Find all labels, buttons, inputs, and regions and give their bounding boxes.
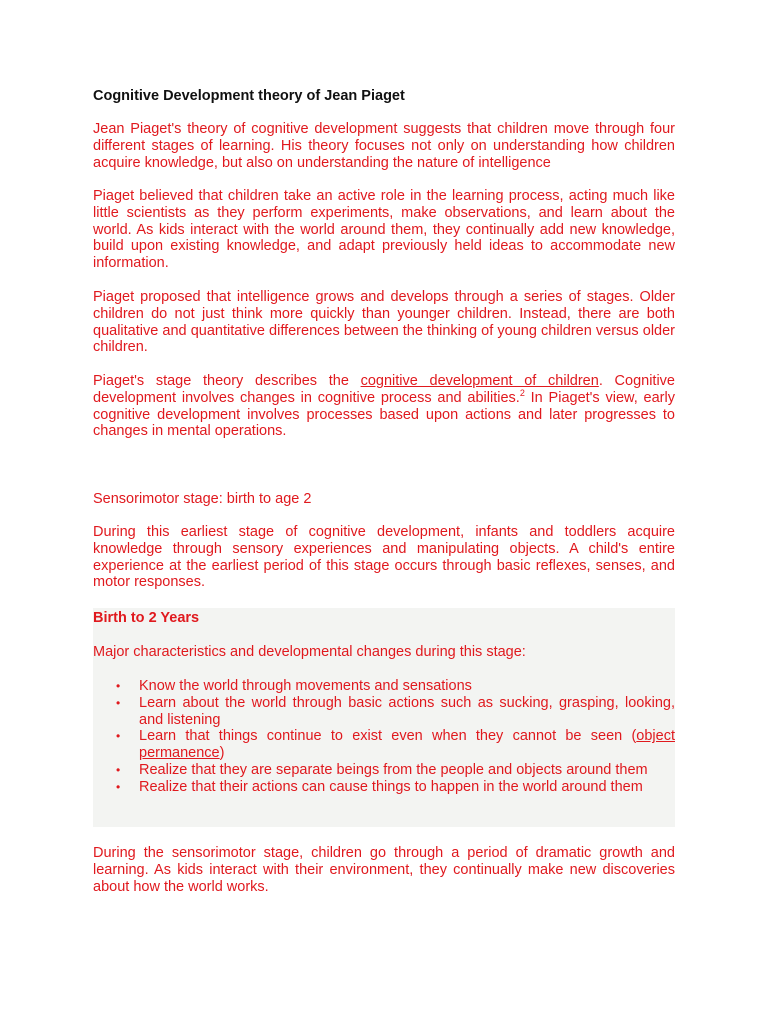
stage-theory-text-end: In Piaget's view, early cognitive development involves processes based upon actions and later progresses to changes in mental operations. [93, 389, 675, 440]
bullet-icon: • [116, 762, 121, 777]
bullet-icon: • [116, 729, 121, 744]
list-item [93, 779, 675, 796]
list-item [93, 762, 675, 779]
cognitive-development-link[interactable]: cognitive development of children [360, 373, 599, 389]
bullet-icon: • [116, 779, 121, 794]
bullet-icon: • [116, 695, 121, 710]
bullet-icon: • [116, 679, 121, 693]
document-title: Cognitive Development theory of Jean Piaget [93, 88, 405, 104]
stage-theory-text-middle: . Cognitive development involves changes in cognitive process and abilities. [93, 373, 675, 406]
active-role-paragraph: Piaget believed that children take an active role in the learning process, acting much like little scientists as they perform experiments, make observations, and learn about the world. As kids interact with the world around them, they continually add new knowledge, build upon existing knowledge, and adapt previously held ideas to accommodate new information. [93, 188, 675, 272]
list-item-text: Realize that their actions can cause things to happen in the world around them [139, 778, 643, 795]
sensorimotor-stage-heading: Sensorimotor stage: birth to age 2 [93, 491, 312, 507]
list-item-text-end: ) [219, 745, 225, 762]
stages-paragraph: Piaget proposed that intelligence grows and develops through a series of stages. Older children do not just think more quickly than younger children. Instead, there are both qualitative and quantitative differences between the thinking of young children versus older children. [93, 289, 675, 356]
characteristics-intro: Major characteristics and developmental changes during this stage: [93, 644, 526, 660]
growth-paragraph: During the sensorimotor stage, children go through a period of dramatic growth and learning. As kids interact with their environment, they continually make new discoveries about how the world works. [93, 845, 675, 895]
stage-theory-text-start: Piaget's stage theory describes the [93, 373, 361, 389]
intro-paragraph: Jean Piaget's theory of cognitive development suggests that children move through four different stages of learning. His theory focuses not only on understanding how children acquire knowledge, but also on understanding the nature of intelligence [93, 121, 675, 171]
list-item-text: Know the world through movements and sensations [139, 678, 472, 694]
list-item-text: Realize that they are separate beings from the people and objects around them [139, 761, 648, 778]
list-item-text-start: Learn that things continue to exist even when they cannot be seen ( [139, 728, 637, 745]
characteristics-list [93, 678, 675, 796]
birth-to-two-heading: Birth to 2 Years [93, 610, 200, 626]
stage-theory-paragraph [93, 373, 675, 440]
object-permanence-link[interactable]: object permanence [139, 728, 675, 762]
list-item [93, 678, 675, 695]
footnote-reference: 2 [519, 387, 525, 398]
sensorimotor-description-paragraph: During this earliest stage of cognitive development, infants and toddlers acquire knowledge through sensory experiences and manipulating objects. A child's entire experience at the earliest period of this stage occurs through basic reflexes, senses, and motor responses. [93, 524, 675, 591]
list-item [93, 695, 675, 729]
list-item-text: Learn about the world through basic actions such as sucking, grasping, looking, and listening [139, 694, 675, 728]
list-item [93, 728, 675, 762]
